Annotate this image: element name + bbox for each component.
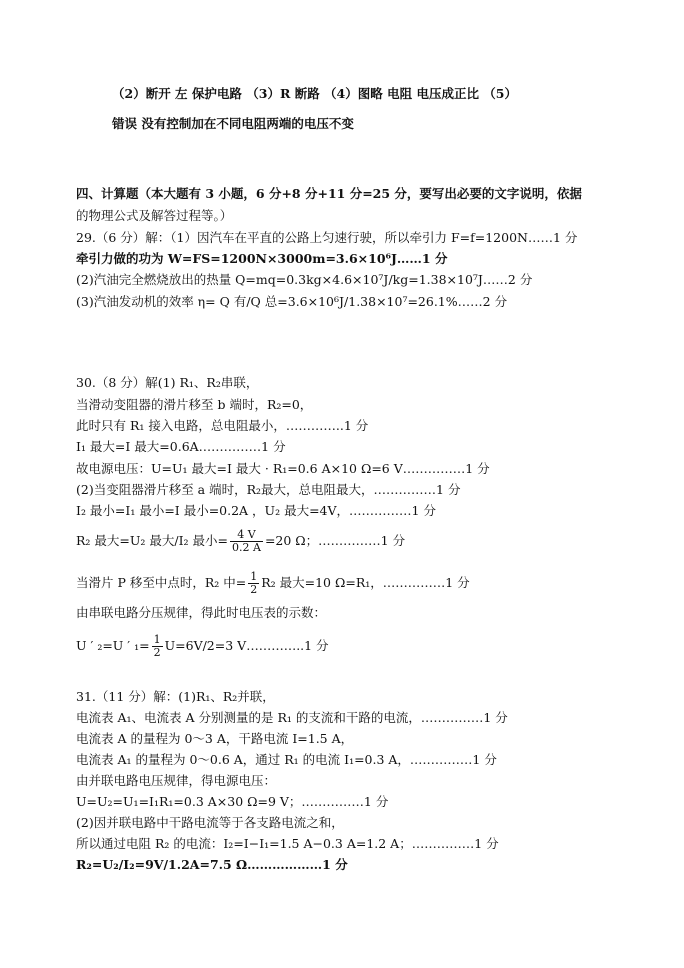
q29-line-4: (3)汽油发动机的效率 η= Q 有/Q 总=3.6×10⁶J/1.38×10⁷=26.1%……2 分 <box>76 294 508 309</box>
q30-line-8 <box>76 526 405 556</box>
q31-line-1: 31.（11 分）解：(1)R₁、R₂并联， <box>76 689 275 704</box>
q31-line-5: 由并联电路电压规律，得电源电压： <box>76 773 277 788</box>
q31-line-8: 所以通过电阻 R₂ 的电流：I₂=I−I₁=1.5 A−0.3 A=1.2 A；……………1 分 <box>76 836 499 851</box>
q30-line-4: I₁ 最大=I 最大=0.6A……………1 分 <box>76 439 286 454</box>
q30-line-10: 由串联电路分压规律，得此时电压表的示数： <box>76 605 327 620</box>
q31-line-7: (2)因并联电路中干路电流等于各支路电流之和， <box>76 815 344 830</box>
section-heading-cont: 的物理公式及解答过程等。） <box>76 208 233 223</box>
q29-line-1: 29.（6 分）解：（1）因汽车在平直的公路上匀速行驶，所以牵引力 F=f=1200N……1 分 <box>76 230 578 245</box>
fraction-numerator: 1 <box>153 633 161 646</box>
q30-line-11-start: U ′ ₂=U ′ ₁= <box>76 638 150 653</box>
fraction-denominator: 0.2 A <box>232 541 261 554</box>
q30-line-9 <box>76 568 470 598</box>
fraction-denominator: 2 <box>250 583 258 596</box>
answer-line-experiment-2: 错误 没有控制加在不同电阻两端的电压不变 <box>112 116 354 131</box>
fraction <box>152 634 163 659</box>
q31-line-9: R₂=U₂/I₂=9V/1.2A=7.5 Ω………………1 分 <box>76 857 348 872</box>
q29-line-2: 牵引力做的功为 W=FS=1200N×3000m=3.6×10⁶J……1 分 <box>76 251 448 266</box>
q30-line-3: 此时只有 R₁ 接入电路，总电阻最小，…………..1 分 <box>76 418 369 433</box>
q30-line-1: 30.（8 分）解(1) R₁、R₂串联， <box>76 375 259 390</box>
fraction-numerator: 4 V <box>230 529 263 542</box>
answer-line-experiment-1: （2）断开 左 保护电路 （3）R 断路 （4）图略 电阻 电压成正比 （5） <box>112 86 517 101</box>
q31-line-3: 电流表 A 的量程为 0～3 A，干路电流 I=1.5 A， <box>76 731 354 746</box>
q31-line-4: 电流表 A₁ 的量程为 0～0.6 A，通过 R₁ 的电流 I₁=0.3 A，……………1 分 <box>76 752 497 767</box>
fraction-numerator: 1 <box>250 570 258 583</box>
q30-line-9-start: 当滑片 P 移至中点时，R₂ 中= <box>76 575 247 590</box>
fraction <box>248 571 259 596</box>
section-heading: 四、计算题（本大题有 3 小题，6 分+8 分+11 分=25 分，要写出必要的文字说明，依据 <box>76 186 582 201</box>
q30-line-2: 当滑动变阻器的滑片移至 b 端时，R₂=0， <box>76 397 313 412</box>
q30-line-11 <box>76 631 329 661</box>
q30-line-11-end: U=6V/2=3 V…………..1 分 <box>164 638 329 653</box>
q30-line-5: 故电源电压：U=U₁ 最大=I 最大 · R₁=0.6 A×10 Ω=6 V……………1 分 <box>76 461 490 476</box>
q30-line-9-end: R₂ 最大=10 Ω=R₁，……………1 分 <box>261 575 470 590</box>
q30-line-6: (2)当变阻器滑片移至 a 端时，R₂最大，总电阻最大，……………1 分 <box>76 482 461 497</box>
q30-line-7: I₂ 最小=I₁ 最小=I 最小=0.2A ，U₂ 最大=4V，……………1 分 <box>76 503 436 518</box>
q29-line-3: (2)汽油完全燃烧放出的热量 Q=mq=0.3kg×4.6×10⁷J/kg=1.38×10⁷J……2 分 <box>76 272 533 287</box>
q30-line-8-start: R₂ 最大=U₂ 最大/I₂ 最小= <box>76 533 228 548</box>
q31-line-2: 电流表 A₁、电流表 A 分别测量的是 R₁ 的支流和干路的电流，……………1 分 <box>76 710 508 725</box>
fraction <box>230 529 263 554</box>
q31-line-6: U=U₂=U₁=I₁R₁=0.3 A×30 Ω=9 V；……………1 分 <box>76 794 389 809</box>
q30-line-8-end: =20 Ω；……………1 分 <box>264 533 406 548</box>
fraction-denominator: 2 <box>153 646 161 659</box>
